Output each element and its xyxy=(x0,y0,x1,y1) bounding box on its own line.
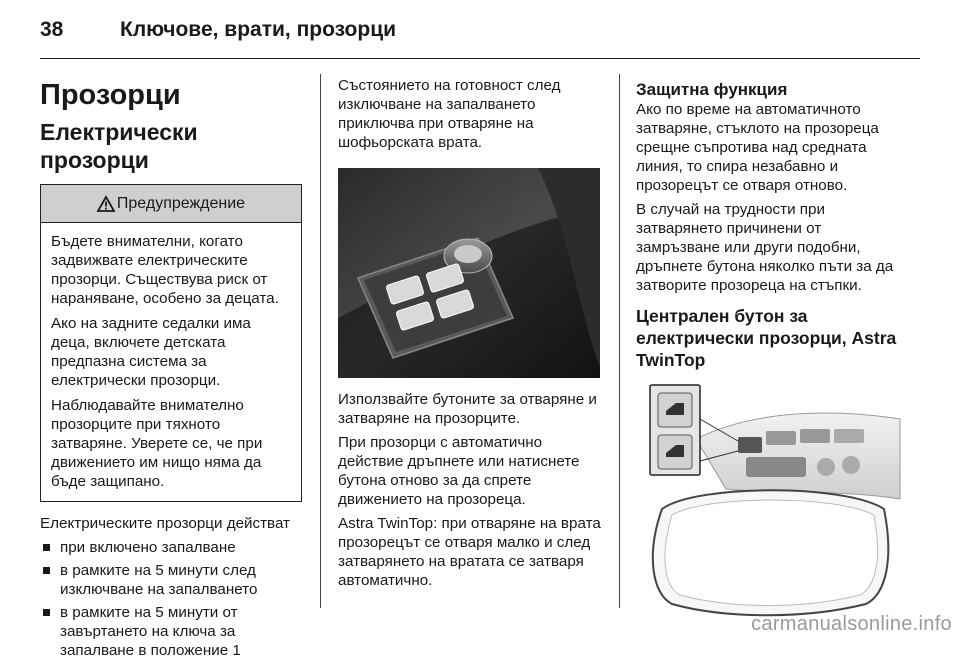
auto-function-paragraph: При прозорци с автоматично действие дръпнете или натиснете бутона отново за да спрете движението на прозореца. xyxy=(338,434,580,508)
list-item-text: в рамките на 5 минути от завъртането на ключа за запалване в положение 1 xyxy=(60,604,241,659)
column-3 xyxy=(636,76,902,617)
bullet-icon xyxy=(43,567,50,574)
warning-body xyxy=(41,223,301,501)
list-item-text: в рамките на 5 минути след изключване на запалването xyxy=(60,562,258,598)
standby-paragraph: Състоянието на готовност след изключване на запалването приключва при отваряне на шофьорската врата. xyxy=(338,77,561,151)
window-switch-panel-photo xyxy=(338,168,600,378)
warning-label: Предупреждение xyxy=(116,195,246,212)
twintop-paragraph: Astra TwinTop: при отваряне на врата прозорецът се отваря малко и след затварянето на вратата се затваря автоматично. xyxy=(338,515,601,589)
buttons-paragraph: Използвайте бутоните за отваряне и затваряне на прозорците. xyxy=(338,391,597,427)
page-header xyxy=(40,18,396,48)
column-divider-1 xyxy=(320,74,321,608)
chapter-title: Ключове, врати, прозорци xyxy=(120,18,397,41)
section-title: Прозорци xyxy=(40,79,181,111)
watermark: carmanualsonline.info xyxy=(751,613,952,635)
header-rule xyxy=(40,58,920,59)
warning-header xyxy=(41,185,301,223)
operation-conditions-list xyxy=(40,538,302,660)
bullet-icon xyxy=(43,544,50,551)
warning-paragraph: Ако на задните седалки има деца, включете детската предпазна система за електрически прозорци. xyxy=(51,315,251,389)
column-1 xyxy=(40,76,302,664)
protection-title: Защитна функция xyxy=(636,80,788,99)
page-number: 38 xyxy=(40,18,64,41)
warning-paragraph: Бъдете внимателни, когато задвижвате електрическите прозорци. Съществува риск от нараняване, особено за децата. xyxy=(51,233,279,307)
protection-paragraph: Ако по време на автоматичното затваряне, стъклото на прозореца срещне съпротива над средната линия, то спира незабавно и прозорецът се отваря отново. xyxy=(636,101,879,194)
list-item xyxy=(40,603,302,660)
protection-paragraph: В случай на трудности при затварянето причинени от замръзване или други подобни, дръпнете бутона няколко пъти за да затворите прозореца на стъпки. xyxy=(636,201,894,294)
list-item xyxy=(40,561,302,599)
list-item-text: при включено запалване xyxy=(60,539,236,556)
bullet-icon xyxy=(43,609,50,616)
column-2 xyxy=(338,76,606,595)
warning-box xyxy=(40,184,302,502)
central-window-button-photo xyxy=(636,379,900,617)
column-divider-2 xyxy=(619,74,620,608)
list-item xyxy=(40,538,302,557)
warning-triangle-icon xyxy=(97,196,115,212)
section-subtitle: Електрически прозорци xyxy=(40,119,198,173)
operation-intro: Електрическите прозорци действат xyxy=(40,515,291,532)
warning-paragraph: Наблюдавайте внимателно прозорците при тяхното затваряне. Уверете се, че при движението им нищо няма да бъде защипано. xyxy=(51,397,263,490)
central-button-title: Централен бутон за електрически прозорци, Astra TwinTop xyxy=(636,306,897,370)
